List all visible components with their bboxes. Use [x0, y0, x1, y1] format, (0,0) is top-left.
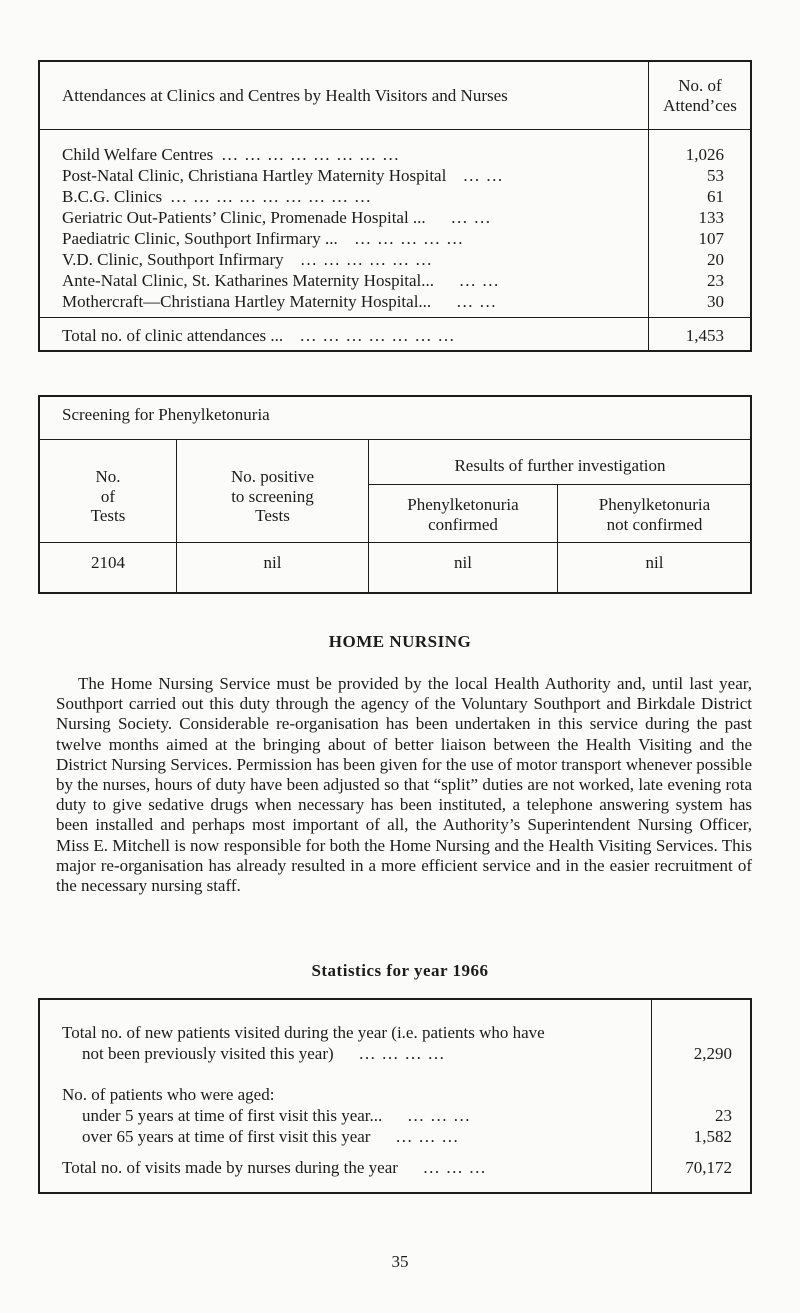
aged-label: No. of patients who were aged:: [62, 1085, 275, 1104]
pku-header-not-confirmed: Phenylketonuria not confirmed: [598, 495, 711, 534]
clinic-row-value: 20: [707, 250, 724, 269]
clinic-table-header-title: Attendances at Clinics and Centres by Health Visitors and Nurses: [62, 86, 508, 105]
clinic-row: Mothercraft—Christiana Hartley Maternity Hospital... ... ...: [62, 292, 497, 311]
clinic-row-value: 53: [707, 166, 724, 185]
pku-results-rule: [368, 484, 751, 485]
pku-table-title: Screening for Phenylketonuria: [62, 405, 270, 424]
clinic-total-value: 1,453: [685, 326, 724, 345]
new-patients-label-1: Total no. of new patients visited during the year (i.e. patients who have: [62, 1023, 545, 1042]
clinic-row-value: 133: [698, 208, 724, 227]
clinic-table-header-count-2: Attend’ces: [663, 96, 737, 115]
over65-value: 1,582: [693, 1127, 732, 1146]
clinic-row: Geriatric Out-Patients’ Clinic, Promenade Hospital ... ... ...: [62, 208, 492, 227]
clinic-row: Paediatric Clinic, Southport Infirmary ... ... ... ... ... ...: [62, 229, 464, 248]
under5-value: 23: [715, 1106, 732, 1125]
visits-value: 70,172: [685, 1158, 732, 1177]
clinic-table-header-rule: [39, 129, 751, 130]
clinic-table-header-count-1: No. of: [678, 76, 722, 95]
home-nursing-heading: HOME NURSING: [328, 632, 472, 651]
clinic-total-row: Total no. of clinic attendances ... ... ... ... ... ... ... ...: [62, 326, 456, 345]
clinic-row: Post-Natal Clinic, Christiana Hartley Maternity Hospital ... ...: [62, 166, 504, 185]
clinic-row: Ante-Natal Clinic, St. Katharines Maternity Hospital... ... ...: [62, 271, 500, 290]
new-patients-value: 2,290: [693, 1044, 732, 1063]
pku-values-rule: [39, 542, 751, 543]
statistics-heading: Statistics for year 1966: [311, 961, 489, 980]
pku-header-results: Results of further investigation: [454, 456, 666, 475]
under5-label: under 5 years at time of first visit this year... ... ... ...: [82, 1106, 472, 1125]
page-number: 35: [391, 1252, 409, 1271]
pku-value-tests: 2104: [91, 553, 125, 572]
pku-header-tests: No. of Tests: [90, 467, 126, 525]
clinic-row: Child Welfare Centres ... ... ... ... ... ... ... ...: [62, 145, 401, 164]
over65-label: over 65 years at time of first visit this year ... ... ...: [82, 1127, 460, 1146]
pku-value-not-confirmed: nil: [645, 553, 664, 572]
clinic-table-total-rule: [39, 317, 751, 318]
clinic-row-value: 107: [698, 229, 724, 248]
pku-header-confirmed: Phenylketonuria confirmed: [407, 495, 519, 534]
pku-title-rule: [39, 439, 751, 440]
statistics-column-divider: [651, 999, 652, 1193]
clinic-row: V.D. Clinic, Southport Infirmary ... ... ... ... ... ...: [62, 250, 433, 269]
clinic-row-value: 23: [707, 271, 724, 290]
new-patients-label-2: not been previously visited this year) ... ... ... ...: [82, 1044, 446, 1063]
home-nursing-paragraph: The Home Nursing Service must be provided by the local Health Authority and, until last year, Southport carried out this duty through the agency of the Voluntary Southport and Birkdale District Nursing Society. Considerable re-organisation has been undertaken in this service during the past twelve months aimed at the bringing about of better liaison between the Health Visiting and the District Nursing Services. Permission has been given for the use of motor transport whenever possible by the nurses, hours of duty have been adjusted so that “split” duties are not worked, late evening rota duty to give sedative drugs when necessary has been instituted, a telephone answering system has been installed and perhaps most important of all, the Authority’s Superintendent Nursing Officer, Miss E. Mitchell is now responsible for both the Home Nursing and the Health Visiting Services. This major re-organisation has already resulted in a more efficient service and in the easier recruitment of the necessary nursing staff.: [56, 674, 752, 896]
clinic-row-value: 30: [707, 292, 724, 311]
pku-header-positive: No. positive to screening Tests: [230, 467, 315, 525]
clinic-row-value: 1,026: [685, 145, 724, 164]
clinic-row: B.C.G. Clinics ... ... ... ... ... ... ... ... ...: [62, 187, 372, 206]
clinic-row-value: 61: [707, 187, 724, 206]
visits-label: Total no. of visits made by nurses during the year ... ... ...: [62, 1158, 487, 1177]
pku-value-positive: nil: [263, 553, 282, 572]
pku-value-confirmed: nil: [454, 553, 472, 572]
